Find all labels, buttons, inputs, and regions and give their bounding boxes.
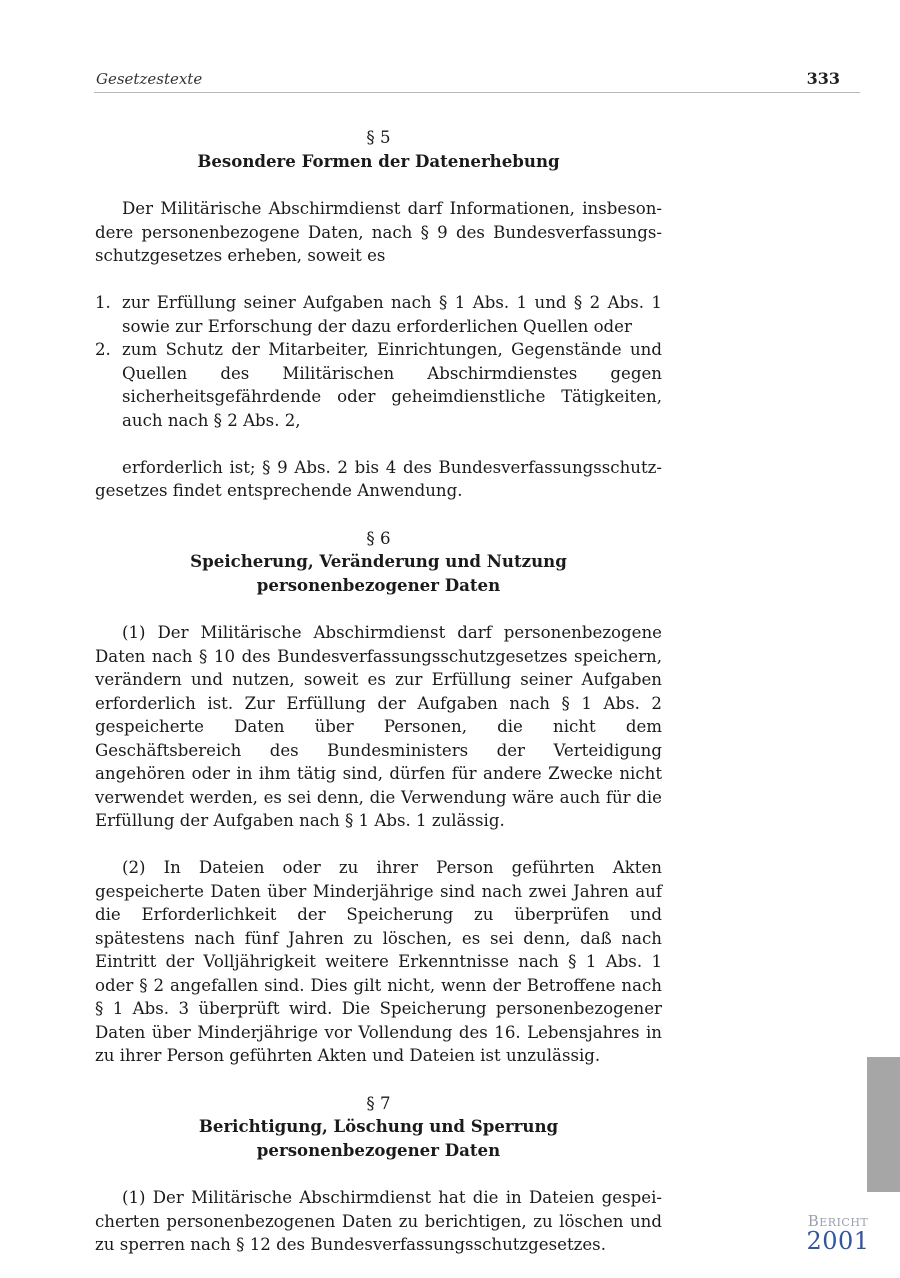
section-number: § 7	[366, 1093, 391, 1113]
section-number: § 6	[366, 528, 391, 548]
running-header	[94, 66, 860, 93]
list-item-text: zum Schutz der Mitarbeiter, Einrichtungen, Gegenstände und Quellen des Militärischen Abschirmdienstes gegen sicherheitsgefährdende oder geheimdienstliche Tätigkeiten, auch nach § 2 Abs. 2,	[122, 340, 662, 430]
section-title-line: Besondere Formen der Datenerhebung	[197, 150, 560, 171]
section-5-list	[95, 291, 662, 432]
list-item	[95, 291, 662, 338]
page-number: 333	[806, 69, 840, 88]
report-logo-year: 2001	[806, 1227, 870, 1255]
section-title-line: Speicherung, Veränderung und Nutzung	[190, 551, 567, 571]
running-header-section: Gesetzestexte	[96, 70, 203, 88]
section-7-paragraph-1: (1) Der Militärische Abschirmdienst hat die in Dateien gespeicherten personenbezogenen Daten zu berichtigen, zu löschen und zu sperren nach § 12 des Bundesverfassungsschutzgesetzes.	[95, 1188, 662, 1254]
report-logo	[800, 1213, 876, 1253]
section-5-intro: Der Militärische Abschirmdienst darf Informationen, insbesondere personenbezogene Daten, nach § 9 des Bundesverfassungsschutzgesetzes erheben, soweit es	[95, 199, 662, 265]
section-heading-7	[95, 1092, 662, 1163]
section-title	[95, 1115, 662, 1162]
section-number: § 5	[366, 128, 391, 147]
report-logo-word: Bericht	[807, 1212, 869, 1230]
chapter-tab	[867, 1057, 900, 1192]
list-item-marker: 2.	[95, 340, 111, 359]
section-5-outro: erforderlich ist; § 9 Abs. 2 bis 4 des Bundesverfassungsschutzgesetzes findet entsprechende Anwendung.	[95, 457, 662, 500]
section-6-paragraph-2: (2) In Dateien oder zu ihrer Person geführten Akten gespeicherte Daten über Minderjährige sind nach zwei Jahren auf die Erforderlichkeit der Speicherung zu überprüfen und spätestens nach fünf Jahren zu löschen, es sei denn, daß nach Eintritt der Volljährigkeit weitere Erkenntnisse nach § 1 Abs. 1 oder § 2 angefallen sind. Dies gilt nicht, wenn der Betroffene nach § 1 Abs. 3 überprüft wird. Die Speicherung personenbezogener Daten über Minderjährige vor Vollendung des 16. Lebensjahres in zu ihrer Person geführten Akten und Dateien ist unzulässig.	[95, 858, 662, 1065]
section-heading-6	[95, 527, 662, 598]
section-title-line: personenbezogener Daten	[256, 574, 501, 595]
section-title	[95, 550, 662, 597]
list-item-text: zur Erfüllung seiner Aufgaben nach § 1 Abs. 1 und § 2 Abs. 1 sowie zur Erforschung der dazu erforderlichen Quellen oder	[122, 293, 662, 336]
list-item-marker: 1.	[95, 293, 111, 312]
section-title-line: personenbezogener Daten	[256, 1139, 501, 1160]
list-item	[95, 338, 662, 432]
section-title	[95, 150, 662, 174]
section-6-paragraph-1: (1) Der Militärische Abschirmdienst darf personenbezogene Daten nach § 10 des Bundesverfassungsschutzgesetzes speichern, verändern und nutzen, soweit es zur Erfüllung seiner Aufgaben erforderlich ist. Zur Erfüllung der Aufgaben nach § 1 Abs. 2 gespeicherte Daten über Personen, die nicht dem Geschäftsbereich des Bundesministers der Verteidigung angehören oder in ihm tätig sind, dürfen für andere Zwecke nicht verwendet werden, es sei denn, die Verwendung wäre auch für die Erfüllung der Aufgaben nach § 1 Abs. 1 zulässig.	[95, 623, 662, 830]
page-body	[95, 126, 662, 1257]
section-title-line: Berichtigung, Löschung und Sperrung	[198, 1116, 559, 1136]
section-heading-5	[95, 126, 662, 173]
